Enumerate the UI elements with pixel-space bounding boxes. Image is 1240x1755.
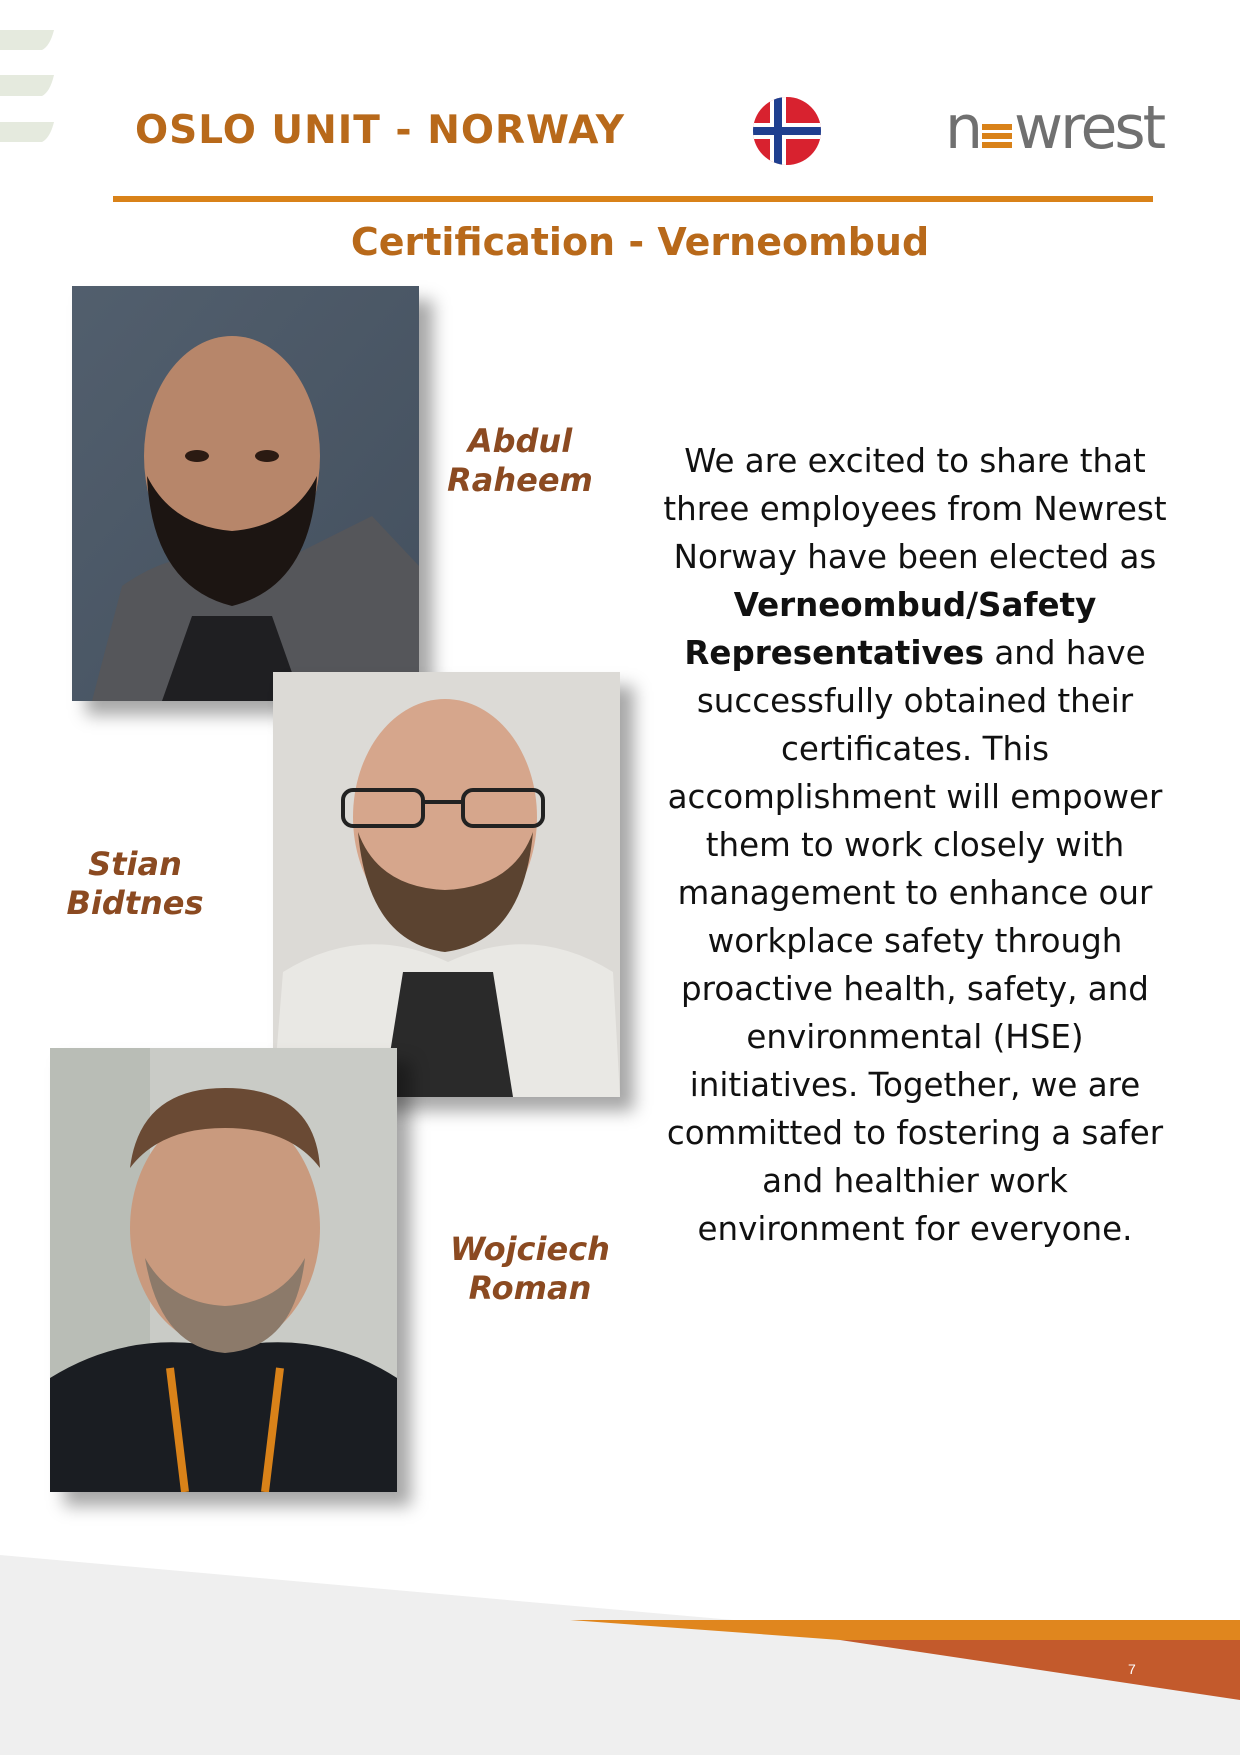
- last-name: Raheem: [447, 461, 593, 499]
- photo-stian-bidtnes: [273, 672, 620, 1097]
- logo-e-bars: [980, 118, 1014, 148]
- header-rule: [113, 196, 1153, 202]
- name-stian-bidtnes: [45, 845, 225, 923]
- last-name: Bidtnes: [66, 884, 204, 922]
- section-title: Certification - Verneombud: [350, 220, 930, 264]
- first-name: Wojciech: [450, 1230, 610, 1268]
- paragraph-rest: and have successfully obtained their certificates. This accomplishment will empower them to work closely with management to enhance our workplace safety through proactive health, safety, and environmental (HSE) initiatives. Together, we are committed to fostering a safer and healthier work environment for everyone.: [666, 634, 1164, 1248]
- name-abdul-raheem: [430, 422, 610, 500]
- first-name: Stian: [88, 845, 182, 883]
- paragraph-emphasis: Verneombud/Safety Representatives: [684, 586, 1097, 672]
- footer-decoration: [0, 1540, 1240, 1755]
- first-name: Abdul: [467, 422, 573, 460]
- corner-decoration: [0, 30, 60, 160]
- announcement-paragraph: [660, 437, 1170, 1253]
- photo-abdul-raheem: [72, 286, 419, 701]
- name-wojciech-roman: [430, 1230, 630, 1308]
- page-number: 7: [1128, 1661, 1136, 1677]
- newrest-logo: n wrest: [945, 93, 1164, 163]
- photo-wojciech-roman: [50, 1048, 397, 1492]
- paragraph-intro: We are excited to share that three employees from Newrest Norway have been elected as: [663, 442, 1167, 576]
- last-name: Roman: [468, 1269, 592, 1307]
- unit-title: OSLO UNIT - NORWAY: [135, 108, 625, 153]
- norway-flag-icon: [752, 96, 822, 166]
